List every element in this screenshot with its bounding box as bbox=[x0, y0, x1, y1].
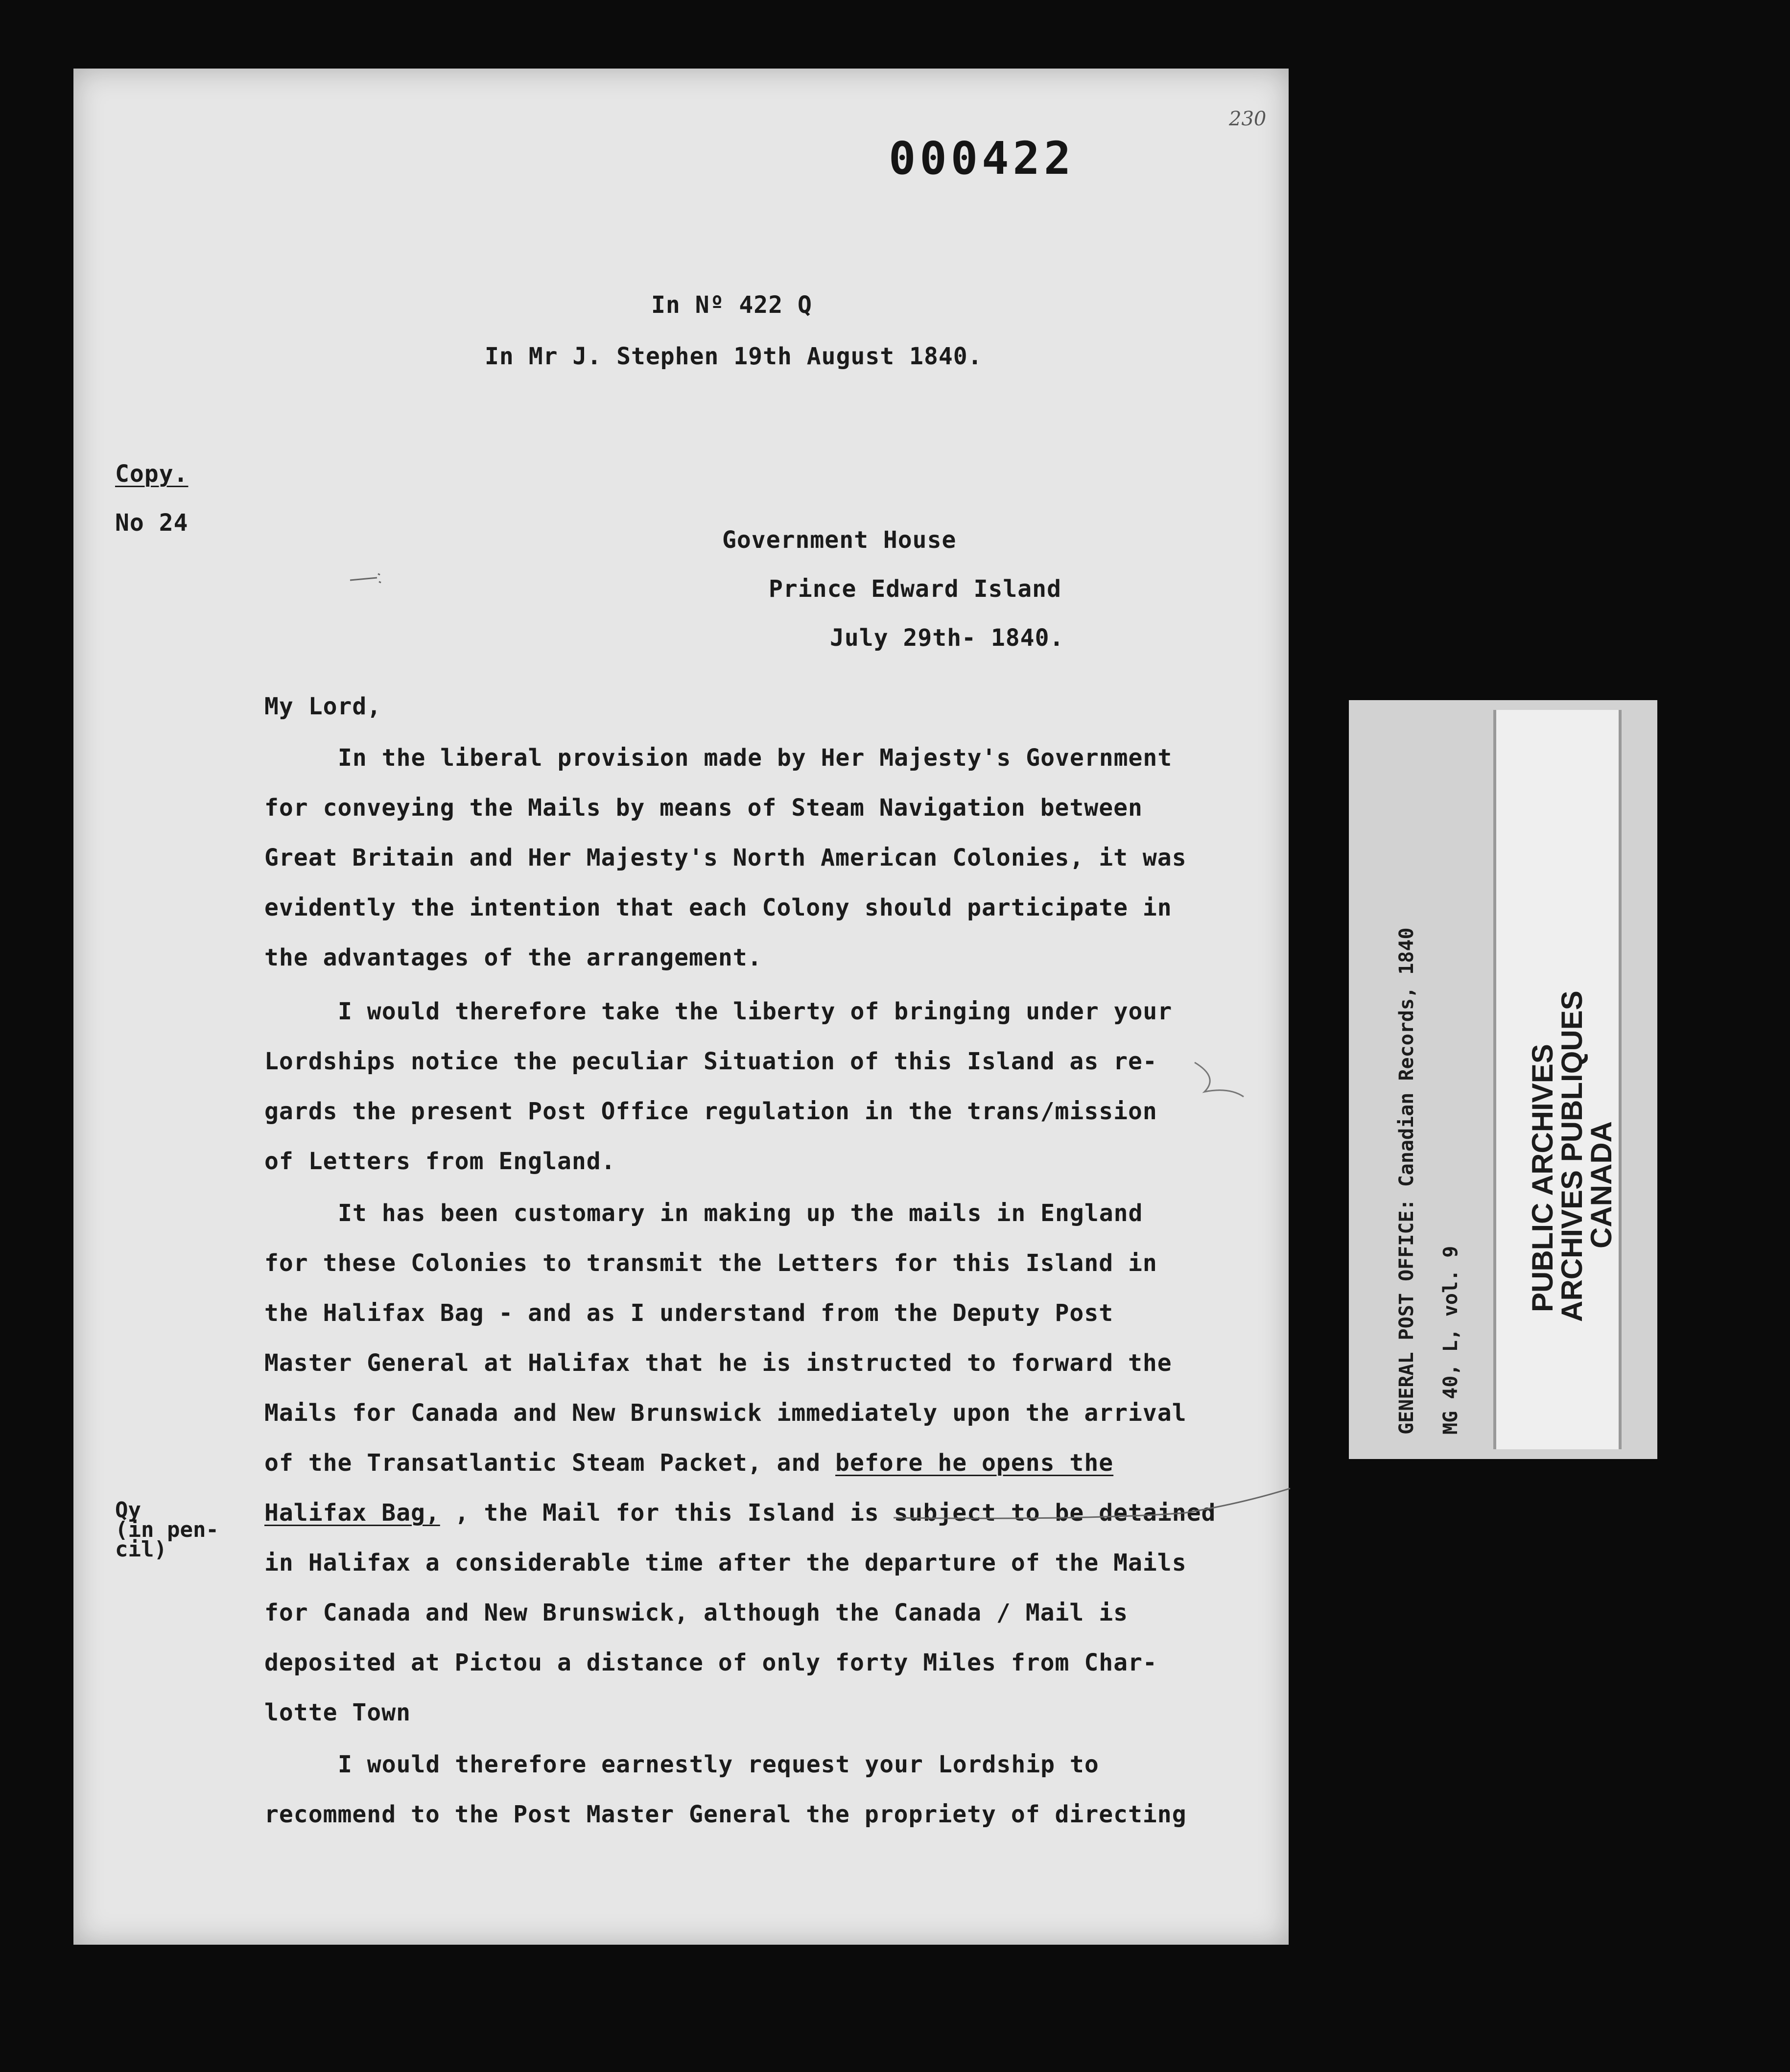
underlined-text: Halifax Bag, bbox=[264, 1499, 440, 1527]
stamp-number: 000422 bbox=[889, 132, 1075, 185]
letter-page bbox=[73, 69, 1289, 1945]
underlined-text: before he opens the bbox=[835, 1449, 1114, 1477]
body-line: It has been customary in making up the mails in England bbox=[338, 1200, 1143, 1227]
body-line: I would therefore take the liberty of bringing under your bbox=[338, 998, 1173, 1025]
pencil-mark-icon bbox=[348, 568, 387, 588]
pencil-mark-icon bbox=[1190, 1058, 1248, 1102]
body-line: Master General at Halifax that he is instructed to forward the bbox=[264, 1349, 1172, 1377]
salutation: My Lord, bbox=[264, 693, 382, 720]
body-line: In the liberal provision made by Her Majesty's Government bbox=[338, 744, 1173, 772]
body-text: , the Mail for this Island is subject to be detained bbox=[454, 1499, 1216, 1527]
body-line: Mails for Canada and New Brunswick immediately upon the arrival bbox=[264, 1399, 1187, 1427]
folio-number: 230 bbox=[1229, 108, 1267, 130]
body-line: I would therefore earnestly request your Lordship to bbox=[338, 1751, 1099, 1778]
label-record-title: GENERAL POST OFFICE: Canadian Records, 1840 bbox=[1395, 927, 1418, 1435]
pencil-line-icon bbox=[891, 1483, 1293, 1523]
header-line-2: In Mr J. Stephen 19th August 1840. bbox=[485, 343, 983, 370]
body-line: in Halifax a considerable time after the departure of the Mails bbox=[264, 1549, 1187, 1577]
address-line-1: Government House bbox=[722, 526, 957, 554]
archive-label bbox=[1349, 700, 1657, 1459]
label-archive-country: CANADA bbox=[1585, 1121, 1618, 1248]
label-volume: MG 40, L, vol. 9 bbox=[1439, 1246, 1462, 1435]
address-date: July 29th- 1840. bbox=[830, 624, 1064, 652]
body-line: gards the present Post Office regulation in the trans/mission bbox=[264, 1098, 1157, 1125]
body-line: the Halifax Bag - and as I understand from the Deputy Post bbox=[264, 1299, 1114, 1327]
body-line: for Canada and New Brunswick, although the Canada / Mail is bbox=[264, 1599, 1129, 1626]
label-archive-fr: ARCHIVES PUBLIQUES bbox=[1555, 990, 1588, 1322]
body-line: Lordships notice the peculiar Situation of this Island as re- bbox=[264, 1048, 1157, 1075]
header-line-1: In Nº 422 Q bbox=[651, 291, 812, 319]
body-line: deposited at Pictou a distance of only forty Miles from Char- bbox=[264, 1649, 1157, 1676]
body-line: the advantages of the arrangement. bbox=[264, 944, 762, 971]
body-line: of Letters from England. bbox=[264, 1148, 616, 1175]
dispatch-number: No 24 bbox=[115, 509, 188, 537]
body-line bbox=[264, 1449, 1113, 1477]
body-line: recommend to the Post Master General the propriety of directing bbox=[264, 1801, 1187, 1828]
body-line: for conveying the Mails by means of Steam Navigation between bbox=[264, 794, 1143, 822]
address-line-2: Prince Edward Island bbox=[769, 575, 1061, 603]
body-line: lotte Town bbox=[264, 1699, 411, 1726]
body-line: evidently the intention that each Colony should participate in bbox=[264, 894, 1172, 921]
margin-note: Qy (in pen- cil) bbox=[115, 1498, 219, 1562]
label-archive-en: PUBLIC ARCHIVES bbox=[1526, 1044, 1559, 1312]
body-line: for these Colonies to transmit the Letters for this Island in bbox=[264, 1249, 1157, 1277]
body-line: Great Britain and Her Majesty's North American Colonies, it was bbox=[264, 844, 1187, 871]
body-text: of the Transatlantic Steam Packet, and bbox=[264, 1449, 821, 1477]
copy-label: Copy. bbox=[115, 460, 188, 488]
